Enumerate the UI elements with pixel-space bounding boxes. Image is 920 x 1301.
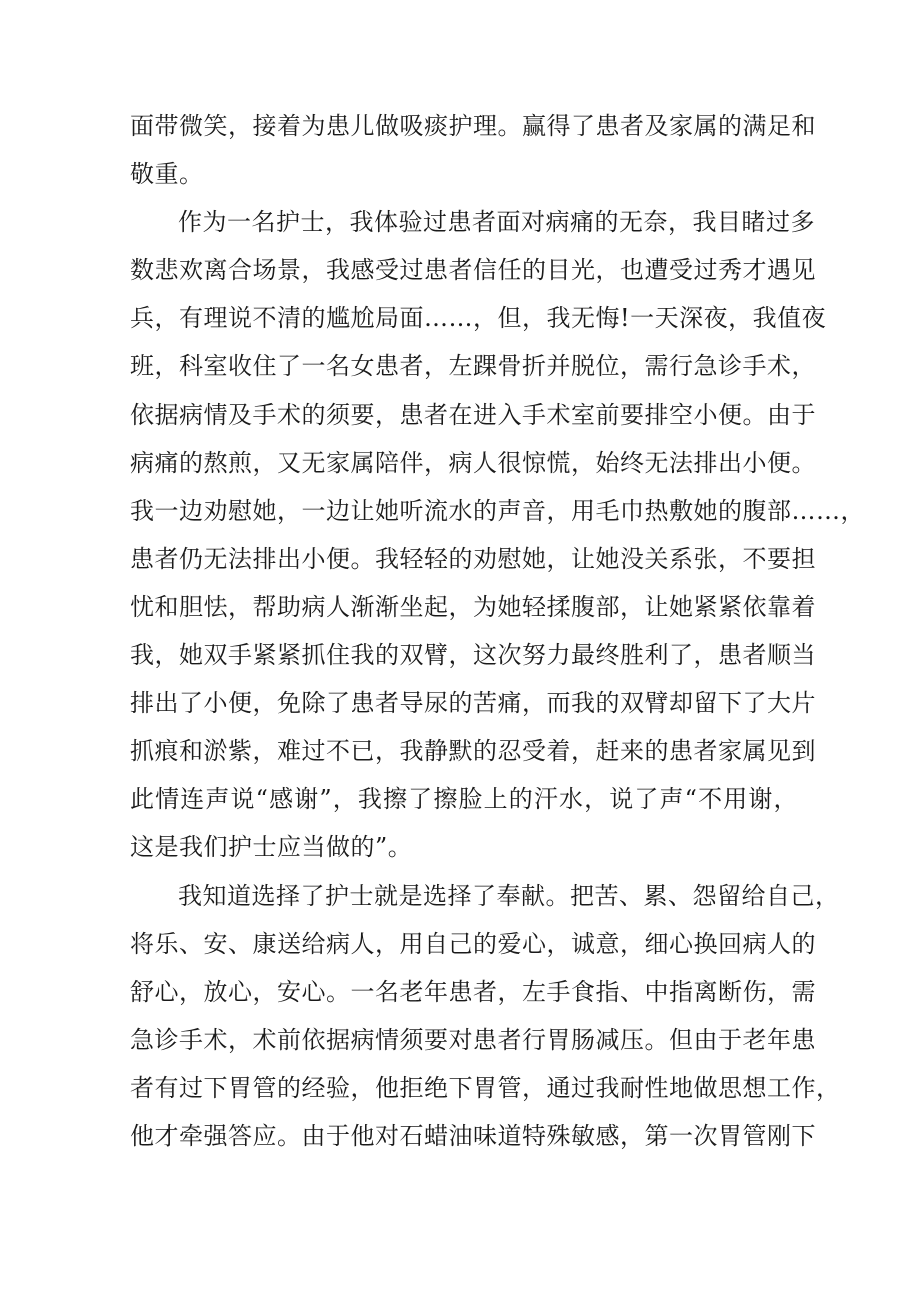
text-line: 兵，有理说不清的尴尬局面……，但，我无悔!一天深夜，我值夜 [130, 304, 827, 333]
text-line: 急诊手术，术前依据病情须要对患者行胃肠减压。但由于老年患 [130, 1025, 816, 1054]
text-line: 面带微笑，接着为患儿做吸痰护理。赢得了患者及家属的满足和 [130, 112, 816, 140]
text-line: 排出了小便，免除了患者导尿的苦痛，而我的双臂却留下了大片 [130, 689, 816, 718]
text-line: 将乐、安、康送给病人，用自己的爱心，诚意，细心换回病人的 [130, 929, 816, 958]
text-line: 他才牵强答应。由于他对石蜡油味道特殊敏感，第一次胃管刚下 [130, 1121, 816, 1150]
text-line: 依据病情及手术的须要，患者在进入手术室前要排空小便。由于 [130, 400, 816, 429]
text-line: 敬重。 [130, 160, 204, 189]
text-line: 抓痕和淤紫，难过不已，我静默的忍受着，赶来的患者家属见到 [130, 737, 816, 766]
text-line: 患者仍无法排出小便。我轻轻的劝慰她，让她没关系张，不要担 [130, 544, 816, 573]
text-line: 此情连声说“感谢”，我擦了擦脸上的汗水，说了声“不用谢， [130, 785, 798, 814]
text-line: 班，科室收住了一名女患者，左踝骨折并脱位，需行急诊手术， [130, 352, 816, 381]
text-line: 数悲欢离合场景，我感受过患者信任的目光，也遭受过秀才遇见 [130, 256, 816, 285]
text-line: 我知道选择了护士就是选择了奉献。把苦、累、怨留给自己， [178, 881, 840, 910]
text-line: 这是我们护士应当做的”。 [130, 833, 413, 862]
text-line: 我，她双手紧紧抓住我的双臂，这次努力最终胜利了，患者顺当 [130, 641, 816, 670]
text-line: 舒心，放心，安心。一名老年患者，左手食指、中指离断伤，需 [130, 977, 816, 1006]
text-line: 病痛的熬煎，又无家属陪伴，病人很惊慌，始终无法排出小便。 [130, 448, 816, 477]
paragraph [130, 198, 865, 871]
text-line: 者有过下胃管的经验，他拒绝下胃管，通过我耐性地做思想工作， [130, 1073, 841, 1102]
paragraph [130, 872, 841, 1161]
text-line: 我一边劝慰她，一边让她听流水的声音，用毛巾热敷她的腹部……， [130, 496, 865, 525]
text-line: 作为一名护士，我体验过患者面对病痛的无奈，我目睹过多 [178, 208, 815, 237]
body-text [130, 102, 865, 1160]
text-line: 忧和胆怯，帮助病人渐渐坐起，为她轻揉腹部，让她紧紧依靠着 [130, 592, 816, 621]
paragraph [130, 102, 816, 198]
